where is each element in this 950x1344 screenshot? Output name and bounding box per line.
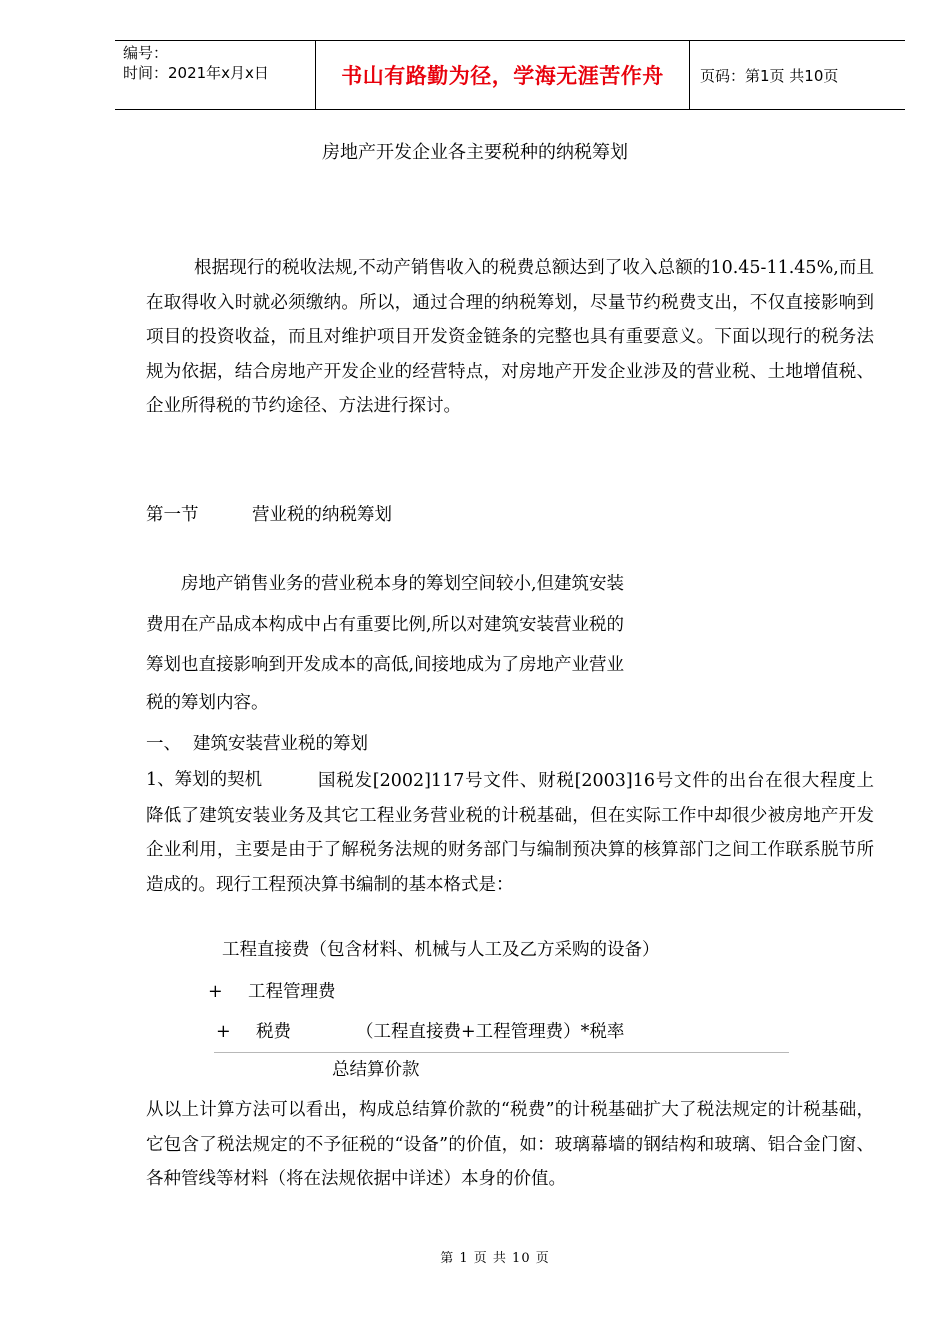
formula-plus-2: + [216, 1022, 231, 1042]
subsection-number: 一、 [146, 734, 181, 754]
formula-line-3-label: 税费 [256, 1022, 291, 1042]
header-page-info: 页码：第1页 共10页 [700, 66, 839, 85]
section-number: 第一节 [146, 505, 199, 525]
section-text-line-1: 房地产销售业务的营业税本身的筹划空间较小,但建筑安装 [181, 574, 625, 594]
section-heading: 营业税的纳税筹划 [252, 505, 392, 525]
item-label: 1、筹划的契机 [146, 770, 263, 790]
formula-divider [214, 1052, 789, 1053]
header-motto: 书山有路勤为径，学海无涯苦作舟 [316, 41, 690, 109]
formula-total: 总结算价款 [332, 1060, 420, 1080]
section-text-line-3: 筹划也直接影响到开发成本的高低,间接地成为了房地产业营业 [146, 655, 625, 675]
formula-plus-1: + [208, 982, 223, 1002]
formula-line-3-formula: （工程直接费+工程管理费）*税率 [356, 1022, 625, 1042]
conclusion-paragraph: 从以上计算方法可以看出，构成总结算价款的“税费”的计税基础扩大了税法规定的计税基础，它包含了税法规定的不予征税的“设备”的价值，如：玻璃幕墙的钢结构和玻璃、铝合金门窗、各种管线等材料（将在法规依据中详述）本身的价值。 [146, 1100, 874, 1189]
section-text-line-4: 税的筹划内容。 [146, 693, 269, 713]
item-body: 国税发[2002]117号文件、财税[2003]16号文件的出台在很大程度上降低了建筑安装业务及其它工程业务营业税的计税基础，但在实际工作中却很少被房地产开发企业利用，主要是由于了解税务法规的财务部门与编制预决算的核算部门之间工作联系脱节所造成的。现行工程预决算书编制的基本格式是： [146, 771, 874, 895]
document-title: 房地产开发企业各主要税种的纳税筹划 [322, 142, 628, 163]
formula-line-2: 工程管理费 [248, 982, 336, 1002]
formula-line-1: 工程直接费（包含材料、机械与人工及乙方采购的设备） [222, 940, 660, 960]
header-number-label: 编号： [123, 44, 169, 62]
intro-paragraph: 根据现行的税收法规,不动产销售收入的税费总额达到了收入总额的10.45-11.45%,而且在取得收入时就必须缴纳。所以，通过合理的纳税筹划，尽量节约税费支出，不仅直接影响到项目的投资收益，而且对维护项目开发资金链条的完整也具有重要意义。下面以现行的税务法规为依据，结合房地产开发企业的经营特点，对房地产开发企业涉及的营业税、土地增值税、企业所得税的节约途径、方法进行探讨。 [146, 258, 874, 416]
section-text-line-2: 费用在产品成本构成中占有重要比例,所以对建筑安装营业税的 [146, 615, 625, 635]
subsection-heading: 建筑安装营业税的筹划 [193, 734, 368, 754]
page-header [115, 40, 905, 110]
page-footer: 第 1 页 共 10 页 [440, 1251, 550, 1266]
header-time-label: 时间：2021年x月x日 [123, 64, 269, 82]
header-meta [115, 41, 316, 109]
